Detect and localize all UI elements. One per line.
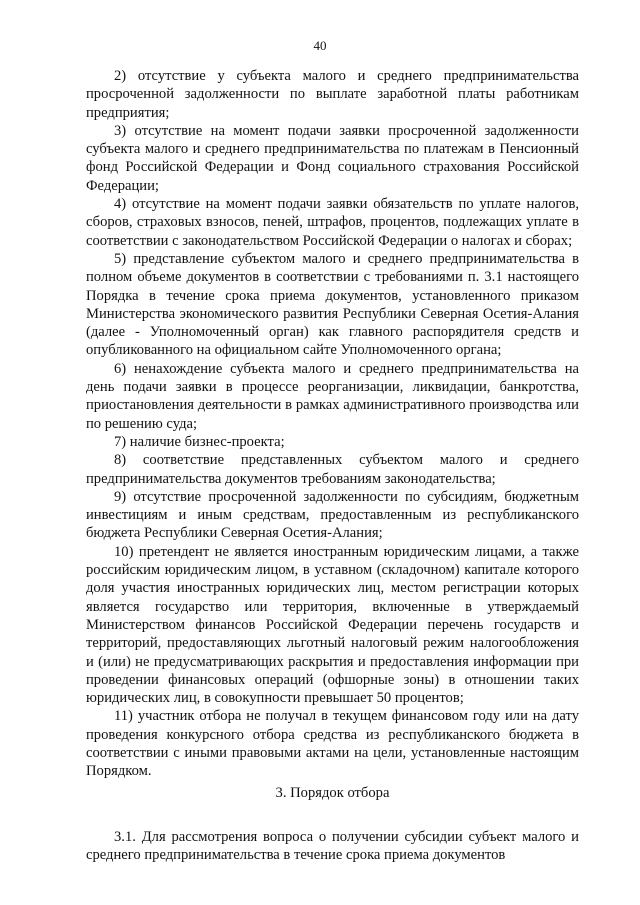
- list-item: 8) соответствие представленных субъектом малого и среднего предпринимательства документов требованиям законодательства;: [86, 452, 579, 487]
- section-heading: 3. Порядок отбора: [275, 784, 390, 801]
- list-item: 2) отсутствие у субъекта малого и среднего предпринимательства просроченной задолженности по выплате заработной платы работникам предприятия;: [86, 68, 579, 121]
- section-paragraph: 3.1. Для рассмотрения вопроса о получении субсидии субъект малого и среднего предпринимательства в течение срока приема документов: [86, 828, 579, 864]
- list-item: 10) претендент не является иностранным юридическим лицами, а также российским юридическим лицом, в уставном (складочном) капитале которого доля участия иностранных юридических лиц, местом регистрации которых является государство или территория, включенные в утверждаемый Министерством финансов Российской Федерации перечень государств и территорий, предоставляющих льготный налоговый режим налогообложения и (или) не предусматривающих раскрытия и предоставления информации при проведении финансовых операций (офшорные зоны) в отношении таких юридических лиц, в совокупности превышает 50 процентов;: [86, 543, 579, 707]
- list-item: 4) отсутствие на момент подачи заявки обязательств по уплате налогов, сборов, страховых взносов, пеней, штрафов, процентов, подлежащих уплате в соответствии с законодательством Российской Федерации о налогах и сборах;: [86, 196, 579, 249]
- list-item: 6) ненахождение субъекта малого и среднего предпринимательства на день подачи заявки в процессе реорганизации, ликвидации, банкротства, приостановления деятельности в рамках административного производства или по решению суда;: [86, 360, 579, 432]
- list-item: 7) наличие бизнес-проекта;: [114, 433, 285, 450]
- list-item: 11) участник отбора не получал в текущем финансовом году или на дату проведения конкурсного отбора средства из республиканского бюджета в соответствии с иными правовыми актами на цели, установленные настоящим Порядком.: [86, 708, 579, 780]
- page-number: 40: [313, 38, 327, 53]
- list-item: 5) представление субъектом малого и среднего предпринимательства в полном объеме документов в соответствии с требованиями п. 3.1 настоящего Порядка в течение срока приема документов, установленного приказом Министерства экономического развития Республики Северная Осетия-Алания (далее - Уполномоченный орган) как главного распорядителя средств и опубликованного на официальном сайте Уполномоченного органа;: [86, 250, 579, 359]
- document-body: [86, 67, 579, 864]
- list-item: 3) отсутствие на момент подачи заявки просроченной задолженности субъекта малого и среднего предпринимательства по платежам в Пенсионный фонд Российской Федерации и Фонд социального страхования Российской Федерации;: [86, 122, 579, 194]
- list-item: 9) отсутствие просроченной задолженности по субсидиям, бюджетным инвестициям и иным средствам, предоставленным из республиканского бюджета Республики Северная Осетия-Алания;: [86, 488, 579, 542]
